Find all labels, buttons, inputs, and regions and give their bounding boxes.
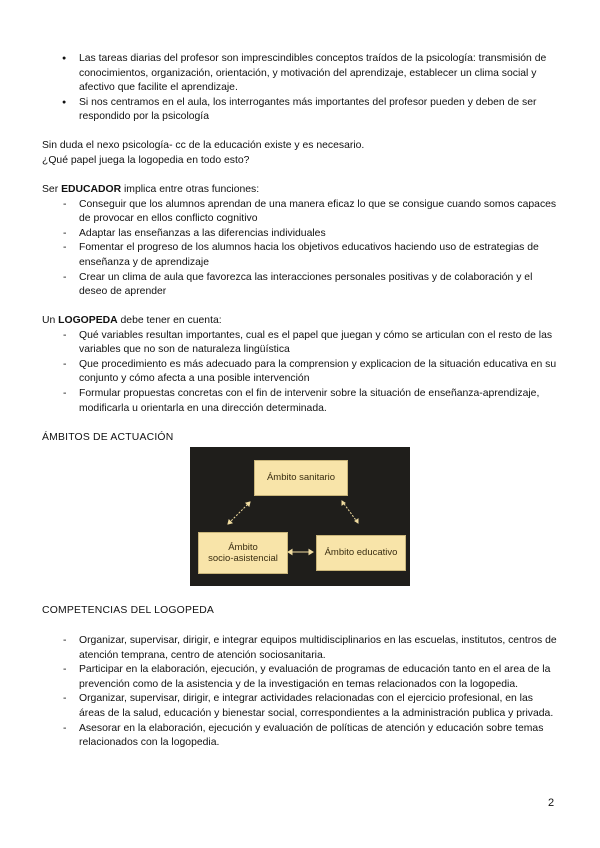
educador-item: - Crear un clima de aula que favorezca las interacciones personales positivas y de colaboración y el deseo de aprender [42, 271, 558, 300]
arrow-top-left [228, 502, 250, 524]
box-ambito-sanitario: Ámbito sanitario [254, 460, 348, 496]
logopeda-item: - Qué variables resultan importantes, cual es el papel que juegan y cómo se articulan con el resto de las variables que no son de naturaleza lingüística [42, 329, 558, 358]
educador-item: - Adaptar las enseñanzas a las diferencias individuales [42, 227, 558, 242]
logopeda-keyword: LOGOPEDA [58, 315, 118, 326]
logopeda-intro: Un LOGOPEDA debe tener en cuenta: [42, 315, 222, 326]
competencia-item: - Participar en la elaboración, ejecución, y evaluación de programas de educación tanto en el area de la prevención como de la asistencia y de la investigación en temas relacionados con la logopedia. [42, 663, 558, 692]
arrow-head [288, 550, 292, 555]
educador-keyword: EDUCADOR [61, 184, 122, 195]
educador-section [42, 183, 558, 300]
box-left-line-2: socio-asistencial [208, 553, 278, 564]
competencia-item: - Organizar, supervisar, dirigir, e integrar actividades relacionadas con el ejercicio profesional, en las áreas de la salud, educación y bienestar social, correspondientes a la administración publica y privada. [42, 692, 558, 721]
arrow-top-right [342, 501, 358, 523]
nexo-paragraph [42, 139, 558, 168]
competencias-section [42, 634, 558, 751]
logopeda-item: - Formular propuestas concretas con el fin de intervenir sobre la situación de enseñanza-aprendizaje, modificarla u orientarla en una dirección determinada. [42, 387, 558, 416]
educador-item: - Fomentar el progreso de los alumnos hacia los objetivos educativos haciendo uso de estrategias de enseñanza y de aprendizaje [42, 241, 558, 270]
intro-bullet: ● Las tareas diarias del profesor son imprescindibles conceptos traídos de la psicología: transmisión de conocimientos, organización, orientación, y motivación del aprendizaje, establecer un clima social y afectivo que facilite el aprendizaje. [42, 52, 558, 96]
intro-bullet: ● Si nos centramos en el aula, los interrogantes más importantes del profesor pueden y deben de ser respondido por la psicología [42, 96, 558, 125]
box-ambito-educativo: Ámbito educativo [316, 535, 406, 571]
competencia-item: - Organizar, supervisar, dirigir, e integrar equipos multidisciplinarios en las escuelas, institutos, centros de atención temprana, centro de atención sociosanitaria. [42, 634, 558, 663]
nexo-line-2: ¿Qué papel juega la logopedia en todo esto? [42, 154, 250, 166]
ambitos-diagram [190, 447, 410, 586]
competencias-heading: COMPETENCIAS DEL LOGOPEDA [42, 605, 215, 616]
arrow-head [309, 550, 313, 555]
logopeda-item: - Que procedimiento es más adecuado para la comprension y explicacion de la situación educativa en su conjunto y cómo afecta a una posible intervención [42, 358, 558, 387]
logopeda-section [42, 314, 558, 416]
diagram-arrows [190, 447, 410, 586]
educador-intro: Ser EDUCADOR implica entre otras funciones: [42, 184, 260, 195]
page-number: 2 [548, 797, 555, 809]
ambitos-heading: ÁMBITOS DE ACTUACIÓN [42, 432, 174, 443]
intro-section [42, 52, 558, 125]
box-left-line-1: Ámbito [228, 541, 258, 553]
competencia-item: - Asesorar en la elaboración, ejecución y evaluación de políticas de atención y educación sobre temas relacionados con la logopedia. [42, 722, 558, 751]
educador-item: - Conseguir que los alumnos aprendan de una manera eficaz lo que se consigue cuando somos capaces de provocar en ellos conflicto cognitivo [42, 198, 558, 227]
nexo-line-1: Sin duda el nexo psicología- cc de la educación existe y es necesario. [42, 140, 365, 151]
